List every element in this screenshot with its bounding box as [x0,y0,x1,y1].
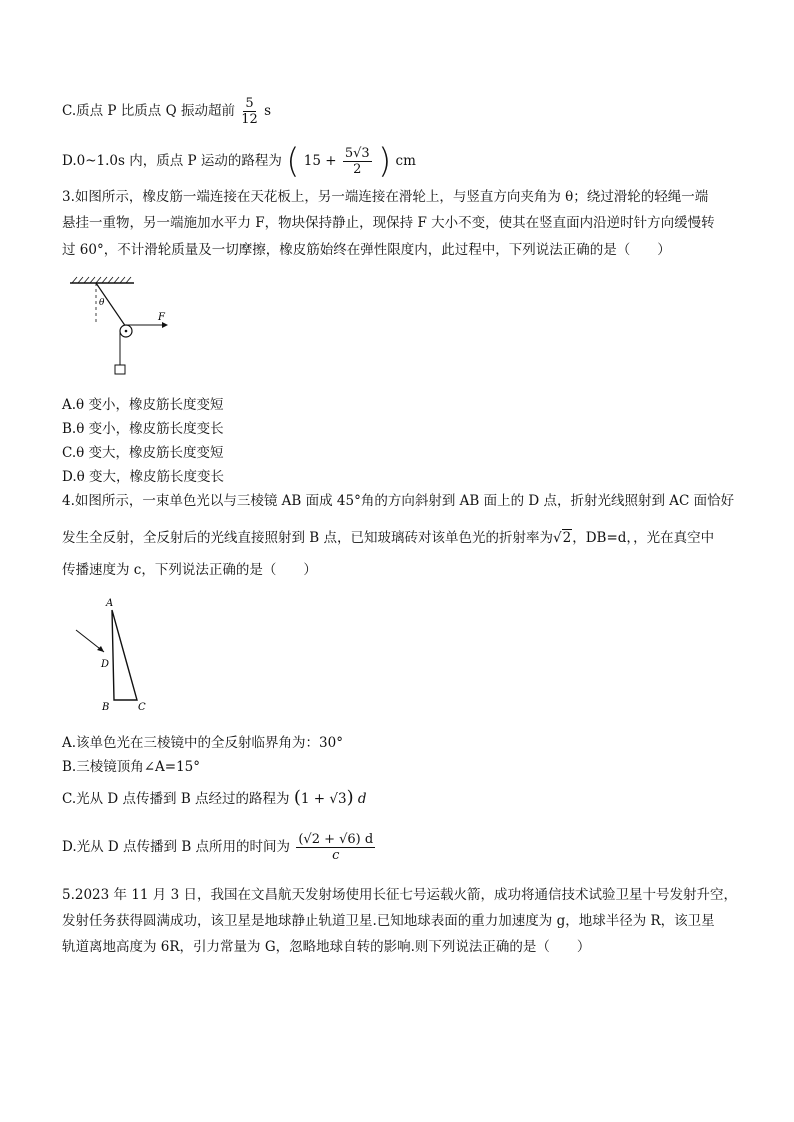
q5-stem-line-1: 5.2023 年 11 月 3 日，我国在文昌航天发射场使用长征七号运载火箭，成功将通信技术试验卫星十号发射升空， [62,887,737,903]
sqrt-radicand: 2 [562,530,572,546]
q4-option-c: C.光从 D 点传播到 B 点经过的路程为 (1 + √3) d [62,787,367,808]
hanging-block [115,365,125,374]
fraction-numerator: 5 [245,96,254,111]
q3-stem-line-3: 过 60°，不计滑轮质量及一切摩擦，橡皮筋始终在弹性限度内，此过程中，下列说法正确的是（ ） [62,242,671,258]
ceiling-hatching [72,277,131,283]
q3-option-b: B.θ 变小，橡皮筋长度变长 [62,421,224,437]
fraction-denominator: 2 [353,162,362,177]
q4-option-d [62,832,377,863]
fraction-denominator: 12 [241,112,258,127]
q4-stem-line-2-text: 发生全反射，全反射后的光线直接照射到 B 点，已知玻璃砖对该单色光的折射率为 [62,530,554,546]
point-d-label: D [101,659,110,670]
q2-option-c-fraction [241,96,258,127]
q3-option-c: C.θ 变大，橡皮筋长度变短 [62,445,224,461]
q4-option-a: A.该单色光在三棱镜中的全反射临界角为：30° [62,735,343,751]
q5-stem-line-2: 发射任务获得圆满成功，该卫星是地球静止轨道卫星.已知地球表面的重力加速度为 g，地球半径为 R，该卫星 [62,913,715,929]
fraction-denominator: c [332,848,340,863]
fraction-numerator: 5√3 [344,146,370,161]
q2-option-c [62,96,271,127]
sqrt-two: √2 [553,530,572,546]
q3-pulley-figure [62,275,182,380]
vertex-c-label: C [138,702,146,713]
q4-stem-line-2-tail: ，DB=d，，光在真空中 [572,530,715,546]
q4-prism-figure [62,592,172,717]
force-label: F [158,312,165,323]
q4-option-c-expr: 1 + √3 [300,791,347,807]
q2-option-d-expr: 15 + [303,153,337,169]
q5-stem-line-3: 轨道离地高度为 6R，引力常量为 G，忽略地球自转的影响.则下列说法正确的是（ ） [62,939,591,955]
q2-option-d-unit: cm [395,153,416,169]
q3-option-a: A.θ 变小，橡皮筋长度变短 [62,397,224,413]
q4-stem-line-1: 4.如图所示，一束单色光以与三棱镜 AB 面成 45°角的方向斜射到 AB 面上的 D 点，折射光线照射到 AC 面恰好 [62,493,735,509]
q4-option-c-variable: d [357,791,367,807]
fraction-numerator: (√2 + √6) d [298,832,374,847]
q2-option-d-fraction [343,146,372,177]
q4-option-d-fraction [296,832,375,863]
q2-option-d: D.0~1.0s 内，质点 P 运动的路程为 ( 15 + $\frac{5√3}{2}$ ) cm [62,141,416,182]
q2-option-c-text: C.质点 P 比质点 Q 振动超前 [62,103,235,119]
prism-triangle [112,610,137,700]
q3-stem-line-2: 悬挂一重物，另一端施加水平力 F，物块保持静止，现保持 F 大小不变，使其在竖直面内沿逆时针方向缓慢转 [62,215,715,231]
q4-stem-line-3: 传播速度为 c，下列说法正确的是（ ） [62,562,317,578]
q3-option-d: D.θ 变大，橡皮筋长度变长 [62,469,225,485]
theta-label: θ [99,298,105,308]
q3-stem-line-1: 3.如图所示，橡皮筋一端连接在天花板上，另一端连接在滑轮上，与竖直方向夹角为 θ；绕过滑轮的轻绳一端 [62,189,709,205]
q4-option-d-text: D.光从 D 点传播到 B 点所用的时间为 [62,839,291,855]
vertex-b-label: B [102,702,110,713]
vertex-a-label: A [106,598,114,609]
q2-option-c-unit: s [264,103,272,119]
q4-option-b: B.三棱镜顶角∠A=15° [62,759,201,775]
q2-option-d-text: D.0~1.0s 内，质点 P 运动的路程为 [62,153,282,169]
q4-stem-line-2 [62,528,714,548]
q4-option-c-text: C.光从 D 点传播到 B 点经过的路程为 [62,791,290,807]
